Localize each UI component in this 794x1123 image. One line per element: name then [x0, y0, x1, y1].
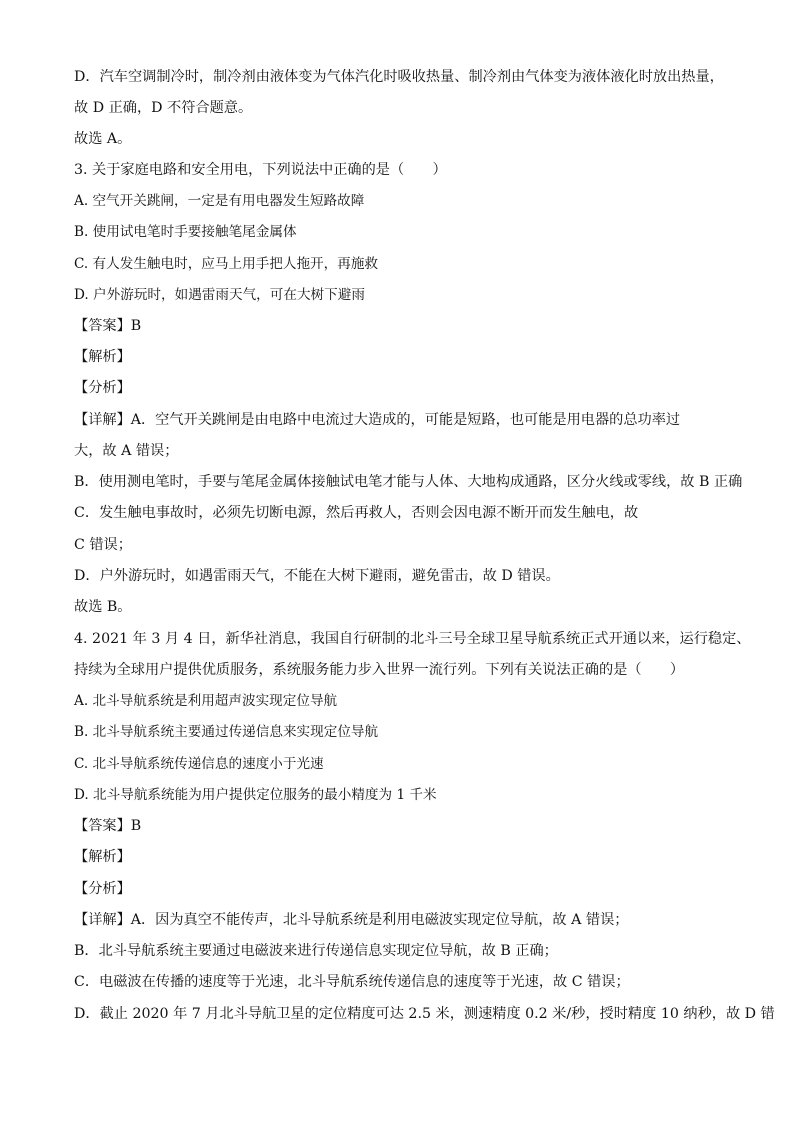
- detail-text: D．户外游玩时，如遇雷雨天气，不能在大树下避雨，避免雷击，故 D 错误。: [74, 568, 560, 584]
- text-line: 故选 A。: [74, 131, 132, 147]
- detail-text: 【详解】A．空气开关跳闸是由电路中电流过大造成的，可能是短路，也可能是用电器的总功率过: [74, 412, 681, 428]
- question-3-option-a: A. 空气开关跳闸，一定是有用电器发生短路故障: [74, 193, 365, 209]
- question-4-option-b: B. 北斗导航系统主要通过传递信息来实现定位导航: [74, 724, 379, 740]
- analysis-heading: 【分析】: [74, 380, 131, 396]
- question-3-stem: 3. 关于家庭电路和安全用电，下列说法中正确的是（ ）: [74, 162, 447, 178]
- analysis-label: 【解析】: [74, 849, 131, 865]
- detail-text: D．截止 2020 年 7 月北斗导航卫星的定位精度可达 2.5 米，测速精度 0.2 米/秒，授时精度 10 纳秒，故 D 错: [74, 1006, 775, 1022]
- text-line: 故 D 正确，D 不符合题意。: [74, 100, 253, 116]
- answer-label: 【答案】B: [74, 818, 142, 834]
- detail-text: C 错误；: [74, 537, 132, 553]
- detail-text: C．发生触电事故时，必须先切断电源，然后再救人，否则会因电源不断开而发生触电，故: [74, 505, 639, 521]
- detail-text: 故选 B。: [74, 599, 132, 615]
- detail-text: C．电磁波在传播的速度等于光速，北斗导航系统传递信息的速度等于光速，故 C 错误；: [74, 974, 630, 990]
- question-4-stem: 4. 2021 年 3 月 4 日，新华社消息，我国自行研制的北斗三号全球卫星导航系统正式开通以来，运行稳定、: [74, 631, 751, 647]
- question-4-option-d: D. 北斗导航系统能为用户提供定位服务的最小精度为 1 千米: [74, 787, 437, 803]
- detail-text: B．北斗导航系统主要通过电磁波来进行传递信息实现定位导航，故 B 正确；: [74, 943, 558, 959]
- answer-label: 【答案】B: [74, 318, 142, 334]
- detail-text: B．使用测电笔时，手要与笔尾金属体接触试电笔才能与人体、大地构成通路，区分火线或零线，故 B 正确: [74, 474, 743, 490]
- question-4-option-c: C. 北斗导航系统传递信息的速度小于光速: [74, 756, 324, 772]
- question-4-option-a: A. 北斗导航系统是利用超声波实现定位导航: [74, 693, 338, 709]
- detail-text: 【详解】A．因为真空不能传声，北斗导航系统是利用电磁波实现定位导航，故 A 错误；: [74, 912, 629, 928]
- text-line: D．汽车空调制冷时，制冷剂由液体变为气体汽化时吸收热量、制冷剂由气体变为液体液化时放出热量，: [74, 69, 724, 85]
- detail-text: 大，故 A 错误；: [74, 443, 179, 459]
- analysis-heading: 【分析】: [74, 881, 131, 897]
- question-3-option-d: D. 户外游玩时，如遇雷雨天气，可在大树下避雨: [74, 287, 365, 303]
- analysis-label: 【解析】: [74, 349, 131, 365]
- question-3-option-b: B. 使用试电笔时手要接触笔尾金属体: [74, 224, 297, 240]
- question-3-option-c: C. 有人发生触电时，应马上用手把人拖开，再施救: [74, 256, 379, 272]
- question-4-stem: 持续为全球用户提供优质服务，系统服务能力步入世界一流行列。下列有关说法正确的是（ ）: [74, 662, 685, 678]
